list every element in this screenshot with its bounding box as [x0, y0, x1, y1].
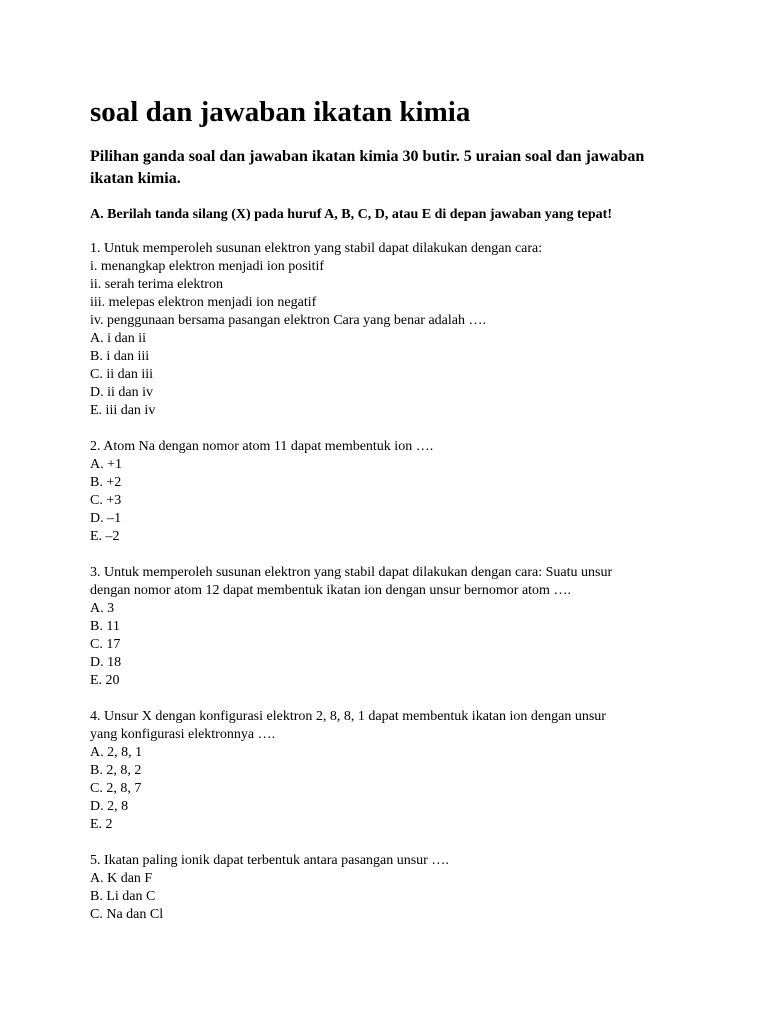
answer-option: C. +3 [90, 493, 122, 508]
question-3 [90, 564, 690, 690]
answer-option: E. iii dan iv [90, 403, 156, 418]
question-2 [90, 438, 690, 546]
answer-option: D. –1 [90, 511, 122, 526]
answer-option: A. i dan ii [90, 331, 146, 346]
page-title: soal dan jawaban ikatan kimia [90, 96, 471, 128]
answer-option: C. ii dan iii [90, 367, 153, 382]
answer-option: A. +1 [90, 457, 123, 472]
question-text-line: 3. Untuk memperoleh susunan elektron yang stabil dapat dilakukan dengan cara: Suatu unsur [90, 565, 613, 580]
answer-option: D. ii dan iv [90, 385, 153, 400]
question-text-line: 5. Ikatan paling ionik dapat terbentuk antara pasangan unsur …. [90, 853, 449, 868]
answer-option: A. 2, 8, 1 [90, 745, 143, 760]
question-text-line: yang konfigurasi elektronnya …. [90, 727, 276, 742]
answer-option: E. –2 [90, 529, 120, 544]
question-text-line: 4. Unsur X dengan konfigurasi elektron 2, 8, 8, 1 dapat membentuk ikatan ion dengan unsur [90, 709, 606, 724]
question-text-line: i. menangkap elektron menjadi ion positif [90, 259, 325, 274]
answer-option: A. 3 [90, 601, 115, 616]
answer-option: B. +2 [90, 475, 122, 490]
question-text-line: 2. Atom Na dengan nomor atom 11 dapat membentuk ion …. [90, 439, 434, 454]
answer-option: B. i dan iii [90, 349, 150, 364]
answer-option: C. 17 [90, 637, 121, 652]
answer-option: E. 20 [90, 673, 120, 688]
answer-option: D. 2, 8 [90, 799, 129, 814]
question-text-line: 1. Untuk memperoleh susunan elektron yang stabil dapat dilakukan dengan cara: [90, 241, 543, 256]
answer-option: B. 11 [90, 619, 120, 634]
question-text-line: ii. serah terima elektron [90, 277, 223, 292]
question-text-line: dengan nomor atom 12 dapat membentuk ikatan ion dengan unsur bernomor atom …. [90, 583, 571, 598]
question-5 [90, 852, 690, 924]
section-instruction: A. Berilah tanda silang (X) pada huruf A, B, C, D, atau E di depan jawaban yang tepat! [90, 207, 612, 222]
answer-option: E. 2 [90, 817, 113, 832]
answer-option: C. 2, 8, 7 [90, 781, 142, 796]
intro-paragraph: Pilihan ganda soal dan jawaban ikatan kimia 30 butir. 5 uraian soal dan jawaban ikatan kimia. [90, 148, 645, 187]
question-text-line: iv. penggunaan bersama pasangan elektron Cara yang benar adalah …. [90, 313, 486, 328]
answer-option: D. 18 [90, 655, 122, 670]
answer-option: A. K dan F [90, 871, 153, 886]
answer-option: B. 2, 8, 2 [90, 763, 142, 778]
question-list [90, 240, 690, 942]
answer-option: C. Na dan Cl [90, 907, 164, 922]
question-4 [90, 708, 690, 834]
answer-option: B. Li dan C [90, 889, 156, 904]
question-1 [90, 240, 690, 420]
question-text-line: iii. melepas elektron menjadi ion negatif [90, 295, 317, 310]
